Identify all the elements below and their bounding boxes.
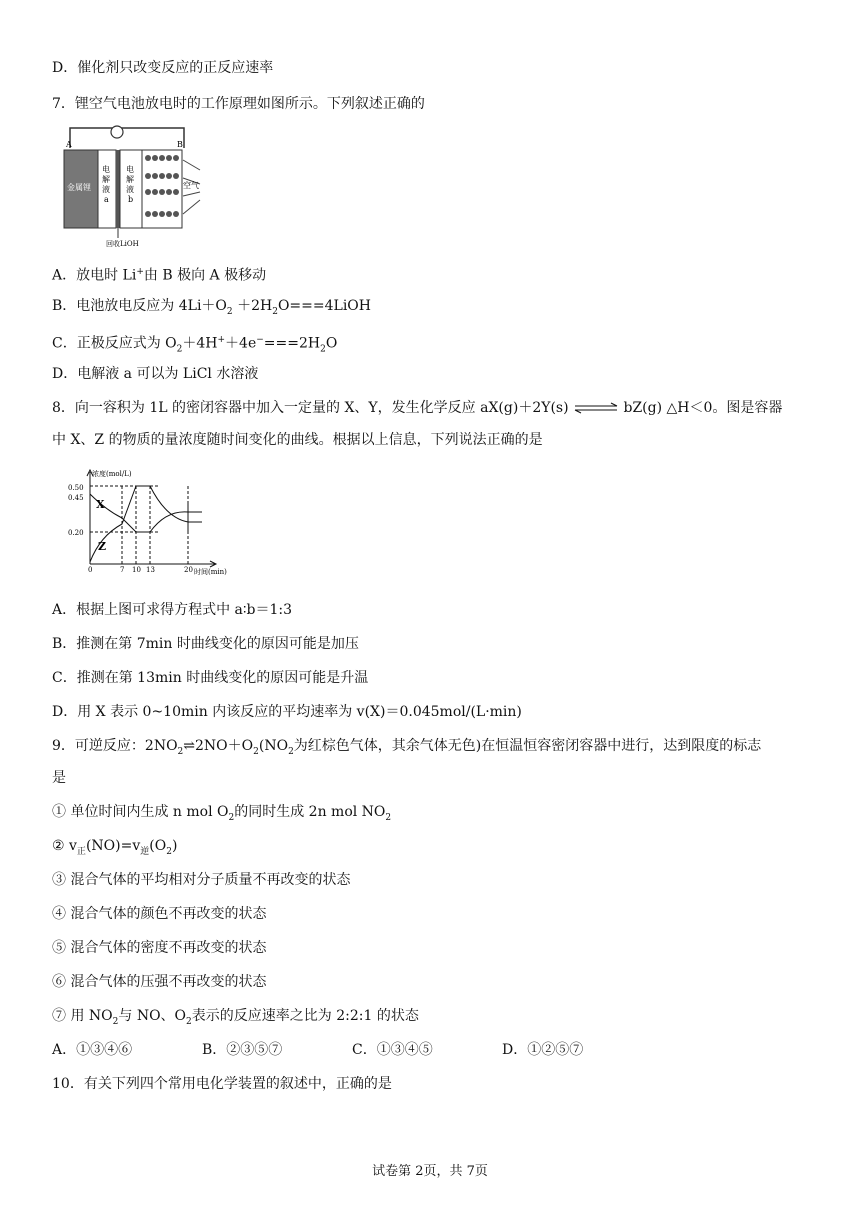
q9-option-c: C．①③④⑤ [352,1042,433,1058]
q8-concentration-graph [66,466,242,578]
x-axis-label: 时间(min) [194,568,227,576]
svg-text:电: 电 [102,165,110,174]
q8-option-a: A．根据上图可求得方程式中 a∶b＝1:3 [52,602,293,618]
q9-stem-line2: 是 [52,770,66,786]
label-b: B [177,140,183,149]
svg-text:解: 解 [126,175,134,184]
y-axis-label: 浓度(mol/L) [92,470,132,478]
svg-text:b: b [128,195,134,204]
q6-option-d: D．催化剂只改变反应的正反应速率 [52,60,274,76]
ytick-020: 0.20 [68,529,84,537]
q9-item-3: ③ 混合气体的平均相对分子质量不再改变的状态 [52,872,351,888]
svg-text:液: 液 [102,185,110,194]
q8-option-c: C．推测在第 13min 时曲线变化的原因可能是升温 [52,670,369,686]
ytick-050: 0.50 [68,484,84,492]
svg-text:电: 电 [126,165,134,174]
lithium-air-battery-figure [62,120,202,248]
svg-text:20: 20 [184,566,193,574]
svg-text:解: 解 [102,175,110,184]
series-z-label: Z [98,540,107,553]
q9-item-7: ⑦ 用 $NO_2$与 NO、$O_2$表示的反应速率之比为 2:2:1 的状态 [52,1008,419,1027]
page-footer: 试卷第 2页，共 7页 [372,1164,488,1179]
battery-diagram [62,120,202,248]
q9-item-4: ④ 混合气体的颜色不再改变的状态 [52,906,267,922]
q9-item-2: ② $v_正(NO)=v_逆(O_2)$ [52,838,178,857]
svg-text:0: 0 [88,566,93,574]
q8-stem-line1: 8．向一容积为 1L 的密闭容器中加入一定量的 X、Y，发生化学反应 aX(g)＋2Y(s) bZ(g) △H＜0。图是容器 [52,400,783,416]
ytick-045: 0.45 [68,494,84,502]
q7-option-b: B．电池放电反应为 $4Li+O_2$ $+2H_2O===4LiOH$ [52,298,371,317]
bulb-icon [111,126,123,138]
q7-stem: 7．锂空气电池放电时的工作原理如图所示。下列叙述正确的 [52,96,425,112]
q10-stem: 10．有关下列四个常用电化学装置的叙述中，正确的是 [52,1076,392,1092]
q7-option-d: D．电解液 a 可以为 LiCl 水溶液 [52,366,259,382]
series-x-label: X [96,498,105,511]
q9-options [52,1040,583,1060]
q7-option-c: C．正极反应式为 $O_2+4H^++4e^-===2H_2O$ [52,335,338,355]
svg-text:a: a [104,195,109,204]
q9-option-a: A．①③④⑥ [52,1042,133,1058]
recover-label: 回收LiOH [106,240,139,248]
q9-item-1: ① 单位时间内生成 n mol $O_2$的同时生成 2n mol $NO_2$ [52,804,392,823]
q9-stem-line1: 9．可逆反应：$2NO_2\rightleftharpoons 2NO+O_2(NO_2$为红棕色气体，其余气体无色)在恒温恒容密闭容器中进行，达到限度的标志 [52,738,762,757]
label-a: A [66,140,72,149]
svg-text:7: 7 [120,566,125,574]
equilibrium-arrow-icon [573,402,619,414]
q8-option-b: B．推测在第 7min 时曲线变化的原因可能是加压 [52,636,359,652]
q9-item-6: ⑥ 混合气体的压强不再改变的状态 [52,974,267,990]
concentration-time-graph [66,466,242,578]
air-label: 空气 [183,181,199,190]
metal-li-label: 金属锂 [67,183,91,192]
svg-text:液: 液 [126,185,134,194]
q9-item-5: ⑤ 混合气体的密度不再改变的状态 [52,940,267,956]
q9-option-d: D．①②⑤⑦ [502,1042,584,1058]
q7-option-a: A．放电时 Li+由 B 极向 A 极移动 [52,267,267,284]
q8-stem-line2: 中 X、Z 的物质的量浓度随时间变化的曲线。根据以上信息，下列说法正确的是 [52,432,543,448]
svg-text:10: 10 [132,566,141,574]
q8-option-d: D．用 X 表示 0~10min 内该反应的平均速率为 v(X)＝0.045mol/(L·min) [52,704,522,720]
svg-text:13: 13 [146,566,155,574]
q9-option-b: B．②③⑤⑦ [202,1042,283,1058]
